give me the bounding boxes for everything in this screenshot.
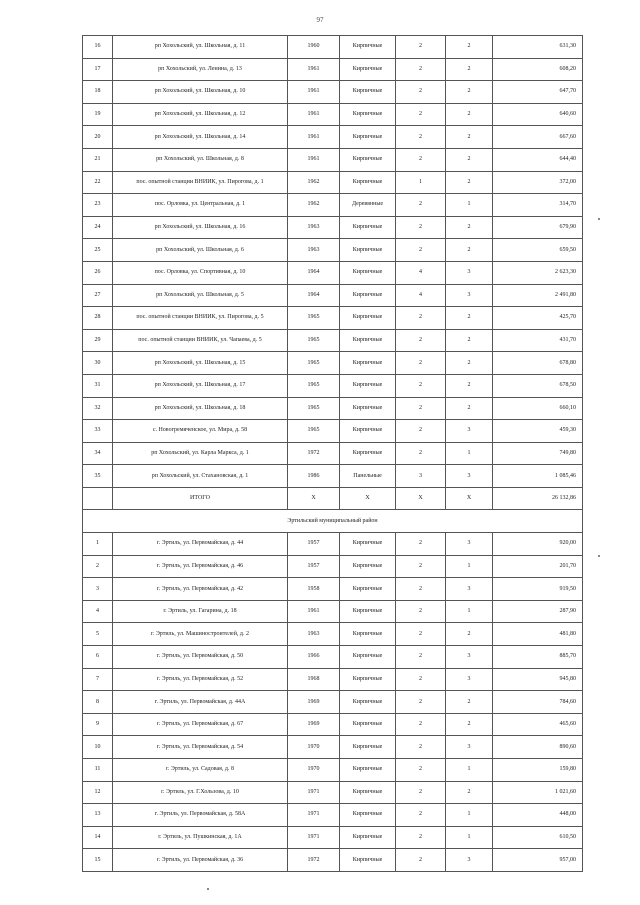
cell-floors: 2 xyxy=(396,623,446,646)
cell-build-year: 1961 xyxy=(288,81,340,104)
cell-wall-material: Кирпичные xyxy=(340,804,396,827)
cell-build-year: 1972 xyxy=(288,849,340,872)
cell-floors: 1 xyxy=(396,171,446,194)
cell-address: рп Хохольский, ул. Карла Маркса, д. 1 xyxy=(113,442,288,465)
cell-entrances: 3 xyxy=(446,578,493,601)
cell-entrances: 3 xyxy=(446,646,493,669)
cell-address: г. Эртиль, ул. Первомайская, д. 58А xyxy=(113,804,288,827)
cell-area: 678,50 xyxy=(493,374,583,397)
cell-entrances: 3 xyxy=(446,668,493,691)
cell-floors: 2 xyxy=(396,533,446,556)
cell-wall-material: Кирпичные xyxy=(340,420,396,443)
cell-floors: 2 xyxy=(396,397,446,420)
cell-wall-material: Кирпичные xyxy=(340,578,396,601)
cell-area: 644,40 xyxy=(493,148,583,171)
cell-address: рп Хохольский, ул. Школьная, д. 6 xyxy=(113,239,288,262)
cell-area: 667,60 xyxy=(493,126,583,149)
cell-floors: 2 xyxy=(396,374,446,397)
cell-address: рп Хохольский, ул. Школьная, д. 15 xyxy=(113,352,288,375)
table-row xyxy=(83,736,583,759)
cell-floors: 2 xyxy=(396,36,446,59)
table-row xyxy=(83,126,583,149)
cell-floors: 2 xyxy=(396,103,446,126)
table-row xyxy=(83,307,583,330)
cell-area: 957,00 xyxy=(493,849,583,872)
cell-row-number: 32 xyxy=(83,397,113,420)
cell-floors: 2 xyxy=(396,668,446,691)
cell-address: пос. Орловка, ул. Спортивная, д. 10 xyxy=(113,261,288,284)
cell-address: г. Эртиль, ул. Г.Хользова, д. 10 xyxy=(113,781,288,804)
cell-entrances: 2 xyxy=(446,148,493,171)
cell-floors: 2 xyxy=(396,81,446,104)
cell-entrances: X xyxy=(446,487,493,510)
cell-build-year: 1970 xyxy=(288,736,340,759)
cell-wall-material: Кирпичные xyxy=(340,216,396,239)
cell-address: пос. опытной станции ВНИИК, ул. Чапаева, д. 5 xyxy=(113,329,288,352)
cell-area: 660,10 xyxy=(493,397,583,420)
table-row xyxy=(83,397,583,420)
cell-row-number: 4 xyxy=(83,600,113,623)
cell-entrances: 2 xyxy=(446,397,493,420)
cell-build-year: X xyxy=(288,487,340,510)
cell-wall-material: Кирпичные xyxy=(340,126,396,149)
cell-wall-material: Кирпичные xyxy=(340,736,396,759)
table-row xyxy=(83,374,583,397)
cell-build-year: 1961 xyxy=(288,103,340,126)
cell-wall-material: Кирпичные xyxy=(340,713,396,736)
cell-area: 679,90 xyxy=(493,216,583,239)
cell-entrances: 1 xyxy=(446,826,493,849)
cell-area: 287,90 xyxy=(493,600,583,623)
cell-address: рп Хохольский, ул. Школьная, д. 16 xyxy=(113,216,288,239)
cell-build-year: 1986 xyxy=(288,465,340,488)
table-row xyxy=(83,668,583,691)
cell-build-year: 1957 xyxy=(288,533,340,556)
cell-row-number: 33 xyxy=(83,420,113,443)
table-row xyxy=(83,465,583,488)
cell-wall-material: Панельные xyxy=(340,465,396,488)
cell-build-year: 1958 xyxy=(288,578,340,601)
cell-entrances: 3 xyxy=(446,261,493,284)
table-row xyxy=(83,804,583,827)
cell-wall-material: X xyxy=(340,487,396,510)
table-row xyxy=(83,284,583,307)
cell-entrances: 1 xyxy=(446,804,493,827)
cell-entrances: 2 xyxy=(446,329,493,352)
cell-floors: 4 xyxy=(396,284,446,307)
cell-floors: 2 xyxy=(396,849,446,872)
cell-wall-material: Кирпичные xyxy=(340,849,396,872)
cell-floors: 2 xyxy=(396,352,446,375)
cell-wall-material: Кирпичные xyxy=(340,646,396,669)
cell-address: с. Новогремяченское, ул. Мира, д. 58 xyxy=(113,420,288,443)
cell-row-number: 5 xyxy=(83,623,113,646)
table-row xyxy=(83,533,583,556)
cell-wall-material: Кирпичные xyxy=(340,555,396,578)
cell-address: рп Хохольский, ул. Школьная, д. 10 xyxy=(113,81,288,104)
cell-build-year: 1961 xyxy=(288,126,340,149)
table-row xyxy=(83,826,583,849)
cell-address: пос. Орловка, ул. Центральная, д. 1 xyxy=(113,194,288,217)
cell-area: 749,80 xyxy=(493,442,583,465)
cell-wall-material: Кирпичные xyxy=(340,148,396,171)
cell-wall-material: Кирпичные xyxy=(340,442,396,465)
cell-row-number: 8 xyxy=(83,691,113,714)
cell-address: г. Эртиль, ул. Первомайская, д. 52 xyxy=(113,668,288,691)
cell-build-year: 1970 xyxy=(288,759,340,782)
cell-wall-material: Кирпичные xyxy=(340,58,396,81)
cell-row-number: 11 xyxy=(83,759,113,782)
cell-wall-material: Кирпичные xyxy=(340,759,396,782)
cell-entrances: 2 xyxy=(446,126,493,149)
section-header-row xyxy=(83,510,583,533)
cell-entrances: 1 xyxy=(446,759,493,782)
cell-row-number: 2 xyxy=(83,555,113,578)
cell-address: г. Эртиль, ул. Первомайская, д. 36 xyxy=(113,849,288,872)
cell-floors: 2 xyxy=(396,307,446,330)
table-row xyxy=(83,216,583,239)
cell-wall-material: Кирпичные xyxy=(340,261,396,284)
cell-row-number: 22 xyxy=(83,171,113,194)
cell-area: 448,00 xyxy=(493,804,583,827)
cell-row-number: 18 xyxy=(83,81,113,104)
cell-floors: 2 xyxy=(396,826,446,849)
cell-address: г. Эртиль, ул. Первомайская, д. 44А xyxy=(113,691,288,714)
table-row xyxy=(83,691,583,714)
cell-address: пос. опытной станции ВНИИК, ул. Пирогова, д. 5 xyxy=(113,307,288,330)
table-row xyxy=(83,352,583,375)
cell-floors: 2 xyxy=(396,194,446,217)
cell-area: 431,70 xyxy=(493,329,583,352)
table-row xyxy=(83,600,583,623)
cell-floors: 2 xyxy=(396,420,446,443)
table-row xyxy=(83,578,583,601)
table-row xyxy=(83,81,583,104)
cell-floors: 2 xyxy=(396,126,446,149)
cell-address: г. Эртиль, ул. Первомайская, д. 42 xyxy=(113,578,288,601)
cell-address: рп Хохольский, ул. Школьная, д. 8 xyxy=(113,148,288,171)
cell-address: рп Хохольский, ул. Школьная, д. 17 xyxy=(113,374,288,397)
cell-row-number: 29 xyxy=(83,329,113,352)
cell-address: пос. опытной станции ВНИИК, ул. Пирогова, д. 1 xyxy=(113,171,288,194)
cell-row-number: 31 xyxy=(83,374,113,397)
cell-row-number: 34 xyxy=(83,442,113,465)
cell-row-number: 13 xyxy=(83,804,113,827)
cell-row-number: 16 xyxy=(83,36,113,59)
cell-area: 890,60 xyxy=(493,736,583,759)
cell-area: 465,60 xyxy=(493,713,583,736)
cell-wall-material: Кирпичные xyxy=(340,284,396,307)
cell-build-year: 1964 xyxy=(288,261,340,284)
cell-address: рп Хохольский, ул. Школьная, д. 11 xyxy=(113,36,288,59)
cell-row-number: 7 xyxy=(83,668,113,691)
cell-entrances: 3 xyxy=(446,420,493,443)
cell-area: 885,70 xyxy=(493,646,583,669)
cell-wall-material: Кирпичные xyxy=(340,533,396,556)
cell-wall-material: Кирпичные xyxy=(340,691,396,714)
cell-address: г. Эртиль, ул. Гагарина, д. 18 xyxy=(113,600,288,623)
cell-area: 640,60 xyxy=(493,103,583,126)
cell-entrances: 1 xyxy=(446,442,493,465)
cell-address: г. Эртиль, ул. Пушкинская, д. 1А xyxy=(113,826,288,849)
cell-wall-material: Кирпичные xyxy=(340,81,396,104)
table-row xyxy=(83,36,583,59)
cell-wall-material: Кирпичные xyxy=(340,600,396,623)
cell-entrances: 1 xyxy=(446,194,493,217)
scan-speck xyxy=(207,888,209,890)
page-number: 97 xyxy=(316,16,324,24)
cell-floors: 2 xyxy=(396,239,446,262)
table-row xyxy=(83,261,583,284)
cell-area: 608,20 xyxy=(493,58,583,81)
table-row xyxy=(83,781,583,804)
cell-row-number: 23 xyxy=(83,194,113,217)
cell-floors: 2 xyxy=(396,216,446,239)
cell-floors: 2 xyxy=(396,691,446,714)
cell-row-number: 20 xyxy=(83,126,113,149)
cell-address: рп Хохольский, ул. Школьная, д. 12 xyxy=(113,103,288,126)
cell-area: 610,50 xyxy=(493,826,583,849)
cell-entrances: 1 xyxy=(446,555,493,578)
cell-entrances: 2 xyxy=(446,36,493,59)
cell-row-number: 6 xyxy=(83,646,113,669)
cell-entrances: 2 xyxy=(446,374,493,397)
cell-wall-material: Кирпичные xyxy=(340,374,396,397)
cell-row-number: 25 xyxy=(83,239,113,262)
cell-area: 459,30 xyxy=(493,420,583,443)
cell-entrances: 2 xyxy=(446,81,493,104)
table-row xyxy=(83,442,583,465)
cell-address: рп Хохольский, ул. Школьная, д. 5 xyxy=(113,284,288,307)
table-row xyxy=(83,713,583,736)
cell-area: 26 132,86 xyxy=(493,487,583,510)
cell-entrances: 2 xyxy=(446,58,493,81)
cell-area: 678,80 xyxy=(493,352,583,375)
cell-build-year: 1965 xyxy=(288,352,340,375)
cell-build-year: 1972 xyxy=(288,442,340,465)
table-row xyxy=(83,194,583,217)
cell-build-year: 1963 xyxy=(288,623,340,646)
cell-area: 481,80 xyxy=(493,623,583,646)
housing-table-body xyxy=(83,36,583,872)
cell-row-number: 28 xyxy=(83,307,113,330)
cell-build-year: 1960 xyxy=(288,36,340,59)
cell-row-number: 1 xyxy=(83,533,113,556)
cell-area: 201,70 xyxy=(493,555,583,578)
cell-wall-material: Кирпичные xyxy=(340,103,396,126)
cell-build-year: 1961 xyxy=(288,148,340,171)
cell-build-year: 1971 xyxy=(288,826,340,849)
table-row xyxy=(83,623,583,646)
cell-wall-material: Кирпичные xyxy=(340,668,396,691)
cell-area: 159,80 xyxy=(493,759,583,782)
cell-row-number: 21 xyxy=(83,148,113,171)
cell-floors: 2 xyxy=(396,736,446,759)
scan-speck xyxy=(598,218,600,220)
cell-floors: 2 xyxy=(396,578,446,601)
cell-address: г. Эртиль, ул. Первомайская, д. 50 xyxy=(113,646,288,669)
cell-wall-material: Кирпичные xyxy=(340,307,396,330)
cell-area: 2 491,80 xyxy=(493,284,583,307)
table-row xyxy=(83,171,583,194)
cell-build-year: 1971 xyxy=(288,804,340,827)
cell-build-year: 1966 xyxy=(288,646,340,669)
table-row xyxy=(83,646,583,669)
cell-wall-material: Кирпичные xyxy=(340,623,396,646)
cell-address: г. Эртиль, ул. Первомайская, д. 67 xyxy=(113,713,288,736)
table-row xyxy=(83,329,583,352)
cell-area: 314,70 xyxy=(493,194,583,217)
cell-row-number: 26 xyxy=(83,261,113,284)
cell-area: 920,00 xyxy=(493,533,583,556)
cell-entrances: 3 xyxy=(446,736,493,759)
cell-entrances: 1 xyxy=(446,600,493,623)
cell-row-number: 10 xyxy=(83,736,113,759)
cell-entrances: 2 xyxy=(446,691,493,714)
cell-row-number: 30 xyxy=(83,352,113,375)
cell-entrances: 3 xyxy=(446,465,493,488)
cell-entrances: 2 xyxy=(446,239,493,262)
section-title: Эртильский муниципальный район xyxy=(83,510,583,533)
cell-entrances: 2 xyxy=(446,103,493,126)
cell-address: г. Эртиль, ул. Первомайская, д. 54 xyxy=(113,736,288,759)
cell-build-year: 1963 xyxy=(288,216,340,239)
cell-wall-material: Деревянные xyxy=(340,194,396,217)
cell-row-number: 35 xyxy=(83,465,113,488)
cell-floors: 2 xyxy=(396,713,446,736)
cell-area: 919,50 xyxy=(493,578,583,601)
cell-build-year: 1965 xyxy=(288,374,340,397)
cell-build-year: 1965 xyxy=(288,397,340,420)
cell-floors: 2 xyxy=(396,804,446,827)
cell-build-year: 1962 xyxy=(288,171,340,194)
cell-row-number: 12 xyxy=(83,781,113,804)
cell-wall-material: Кирпичные xyxy=(340,826,396,849)
housing-table xyxy=(82,35,583,872)
cell-build-year: 1964 xyxy=(288,284,340,307)
cell-address: г. Эртиль, ул. Садовая, д. 8 xyxy=(113,759,288,782)
cell-wall-material: Кирпичные xyxy=(340,171,396,194)
cell-area: 1 085,46 xyxy=(493,465,583,488)
cell-area: 659,50 xyxy=(493,239,583,262)
cell-entrances: 3 xyxy=(446,849,493,872)
cell-floors: 2 xyxy=(396,442,446,465)
cell-entrances: 2 xyxy=(446,352,493,375)
cell-entrances: 2 xyxy=(446,216,493,239)
cell-build-year: 1971 xyxy=(288,781,340,804)
cell-floors: 3 xyxy=(396,465,446,488)
cell-build-year: 1965 xyxy=(288,307,340,330)
cell-floors: 2 xyxy=(396,555,446,578)
cell-build-year: 1961 xyxy=(288,600,340,623)
table-row xyxy=(83,58,583,81)
cell-floors: 2 xyxy=(396,646,446,669)
cell-address: г. Эртиль, ул. Первомайская, д. 46 xyxy=(113,555,288,578)
cell-floors: 2 xyxy=(396,759,446,782)
cell-wall-material: Кирпичные xyxy=(340,781,396,804)
cell-address: рп Хохольский, ул. Стахановская, д. 1 xyxy=(113,465,288,488)
table-row xyxy=(83,103,583,126)
cell-wall-material: Кирпичные xyxy=(340,239,396,262)
cell-build-year: 1965 xyxy=(288,420,340,443)
table-row xyxy=(83,148,583,171)
cell-build-year: 1963 xyxy=(288,239,340,262)
cell-build-year: 1962 xyxy=(288,194,340,217)
table-row xyxy=(83,420,583,443)
total-row xyxy=(83,487,583,510)
cell-floors: 2 xyxy=(396,600,446,623)
cell-area: 945,80 xyxy=(493,668,583,691)
scan-speck xyxy=(598,555,600,557)
cell-floors: 2 xyxy=(396,148,446,171)
cell-area: 425,70 xyxy=(493,307,583,330)
cell-address: ИТОГО xyxy=(113,487,288,510)
cell-entrances: 3 xyxy=(446,284,493,307)
cell-build-year: 1968 xyxy=(288,668,340,691)
cell-address: г. Эртиль, ул. Первомайская, д. 44 xyxy=(113,533,288,556)
cell-entrances: 2 xyxy=(446,307,493,330)
cell-row-number: 24 xyxy=(83,216,113,239)
cell-build-year: 1969 xyxy=(288,691,340,714)
cell-wall-material: Кирпичные xyxy=(340,329,396,352)
cell-row-number: 14 xyxy=(83,826,113,849)
cell-area: 2 623,30 xyxy=(493,261,583,284)
cell-row-number: 15 xyxy=(83,849,113,872)
cell-floors: X xyxy=(396,487,446,510)
cell-wall-material: Кирпичные xyxy=(340,352,396,375)
cell-floors: 2 xyxy=(396,58,446,81)
cell-address: рп Хохольский, ул. Школьная, д. 18 xyxy=(113,397,288,420)
cell-floors: 2 xyxy=(396,781,446,804)
cell-row-number xyxy=(83,487,113,510)
cell-row-number: 27 xyxy=(83,284,113,307)
cell-area: 1 021,60 xyxy=(493,781,583,804)
cell-build-year: 1965 xyxy=(288,329,340,352)
table-row xyxy=(83,849,583,872)
cell-wall-material: Кирпичные xyxy=(340,36,396,59)
cell-floors: 2 xyxy=(396,329,446,352)
cell-row-number: 3 xyxy=(83,578,113,601)
cell-entrances: 2 xyxy=(446,713,493,736)
cell-area: 372,00 xyxy=(493,171,583,194)
cell-area: 784,60 xyxy=(493,691,583,714)
table-row xyxy=(83,759,583,782)
cell-build-year: 1957 xyxy=(288,555,340,578)
cell-entrances: 2 xyxy=(446,623,493,646)
cell-area: 631,30 xyxy=(493,36,583,59)
table-row xyxy=(83,239,583,262)
cell-entrances: 2 xyxy=(446,781,493,804)
cell-address: г. Эртиль, ул. Машиностроителей, д. 2 xyxy=(113,623,288,646)
cell-row-number: 9 xyxy=(83,713,113,736)
cell-area: 647,70 xyxy=(493,81,583,104)
cell-address: рп Хохольский, ул. Ленина, д. 13 xyxy=(113,58,288,81)
cell-build-year: 1961 xyxy=(288,58,340,81)
table-row xyxy=(83,555,583,578)
cell-wall-material: Кирпичные xyxy=(340,397,396,420)
cell-row-number: 19 xyxy=(83,103,113,126)
cell-row-number: 17 xyxy=(83,58,113,81)
cell-build-year: 1969 xyxy=(288,713,340,736)
cell-entrances: 2 xyxy=(446,171,493,194)
cell-entrances: 3 xyxy=(446,533,493,556)
cell-address: рп Хохольский, ул. Школьная, д. 14 xyxy=(113,126,288,149)
cell-floors: 4 xyxy=(396,261,446,284)
